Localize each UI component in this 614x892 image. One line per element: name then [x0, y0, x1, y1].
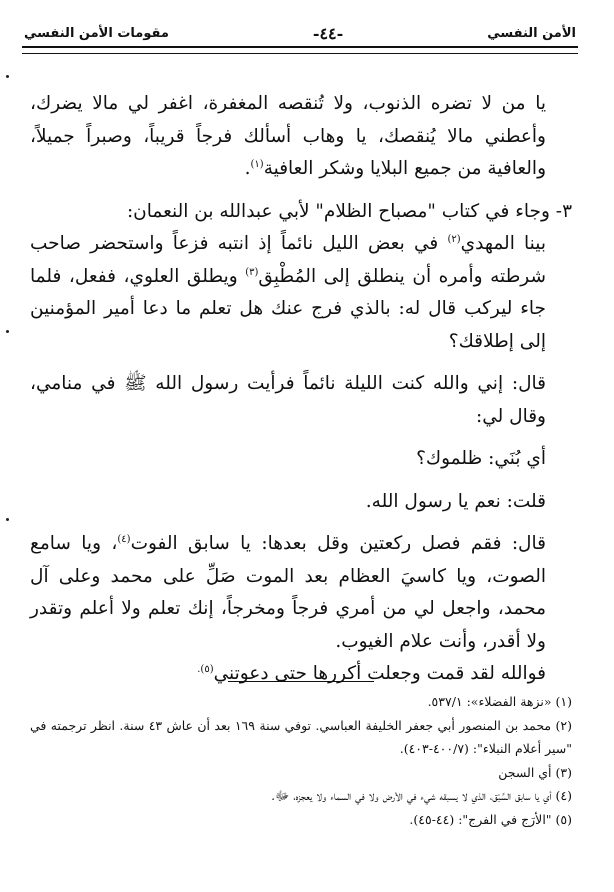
- paragraph-dream: قال: إني والله كنت الليلة نائماً فرأيت رسول الله ﷺ في منامي، وقال لي:: [30, 373, 546, 427]
- footnote: (٢) محمد بن المنصور أبي جعفر الخليفة العباسي. توفي سنة ١٦٩ بعد أن عاش ٤٣ سنة. انظر ترجمته في "سير أعلام النبلاء": (٤٠٠/٧-٤٠٣).: [30, 717, 572, 756]
- footnote-ref: (٢): [447, 233, 461, 245]
- running-head: [24, 22, 576, 44]
- footnote-rule: [228, 681, 374, 682]
- page-number: -٤٤-: [312, 23, 344, 43]
- paragraph-story: بينا المهدي$^{(٢)}$ في بعض الليل نائماً إذ انتبه فزعاً واستحضر صاحب شرطته وأمره أن ينطلق إلى المُطْبِق$^{(٣)}$ ويطلق العلوي، ففعل، فلما جاء ليركب قال له: بالذي فرج عنك هل تعلم ما دعا أمير المؤمنين إلى إطلاقك؟: [30, 233, 546, 352]
- paragraph-source: ٣- وجاء في كتاب "مصباح الظلام" لأبي عبدالله بن النعمان:: [126, 200, 572, 222]
- margin-mark: [6, 75, 9, 78]
- footnote-ref: (٣): [245, 266, 259, 278]
- paragraph-closing: فوالله لقد قمت وجعلت أكررها حتى دعوتني$^{(٥).}$: [197, 663, 546, 684]
- footnote-ref: (١): [250, 158, 264, 170]
- margin-mark: [6, 330, 9, 333]
- margin-mark: [6, 518, 9, 521]
- footnote: (٥) "الأرَج في الفرج": (٤٤-٤٥).: [409, 811, 572, 827]
- footnote: (٣) أي السجن: [498, 764, 572, 780]
- header-right-title: الأمن النفسي: [487, 25, 576, 41]
- footnotes: [30, 690, 572, 831]
- footnote: (١) «نزهة الفضلاء»: ٥٣٧/١.: [427, 694, 572, 709]
- footnote-ref: (٥).: [197, 663, 214, 675]
- paragraph-prayer: يا من لا تضره الذنوب، ولا تُنقصه المغفرة، اغفر لي مالا يضرك، وأعطني مالا يُنقصك، يا وهاب أسألك فرجاً قريباً، وصبراً جميلاً، والعافية من جميع البلايا وشكر العافية$^{(١)}$.: [30, 93, 546, 179]
- footnote-ref: (٤): [117, 533, 131, 545]
- paragraph-question: أي بُنَي: ظلموك؟: [416, 448, 546, 469]
- paragraph-answer: قلت: نعم يا رسول الله.: [365, 490, 546, 512]
- paragraph-supplication: قال: فقم فصل ركعتين وقل بعدها: يا سابق الفوت$^{(٤)}$، ويا سامع الصوت، ويا كاسيَ العظام بعد الموت صَلِّ على محمد وعلى آل محمد، واجعل لي من أمري فرجاً ومخرجاً، إنك تعلم ولا أعلم وتقدر ولا أقدر، وأنت علام الغيوب.: [30, 533, 546, 652]
- header-left-title: مقومات الأمن النفسي: [24, 25, 169, 41]
- main-text: [30, 88, 572, 691]
- footnote: (٤) أي يا سابق السَّبْق، الذي لا يسبقه شيء في الأرض ولا في السماء ولا يعجزه، ﷻ.: [271, 788, 572, 803]
- header-rule: [22, 46, 578, 54]
